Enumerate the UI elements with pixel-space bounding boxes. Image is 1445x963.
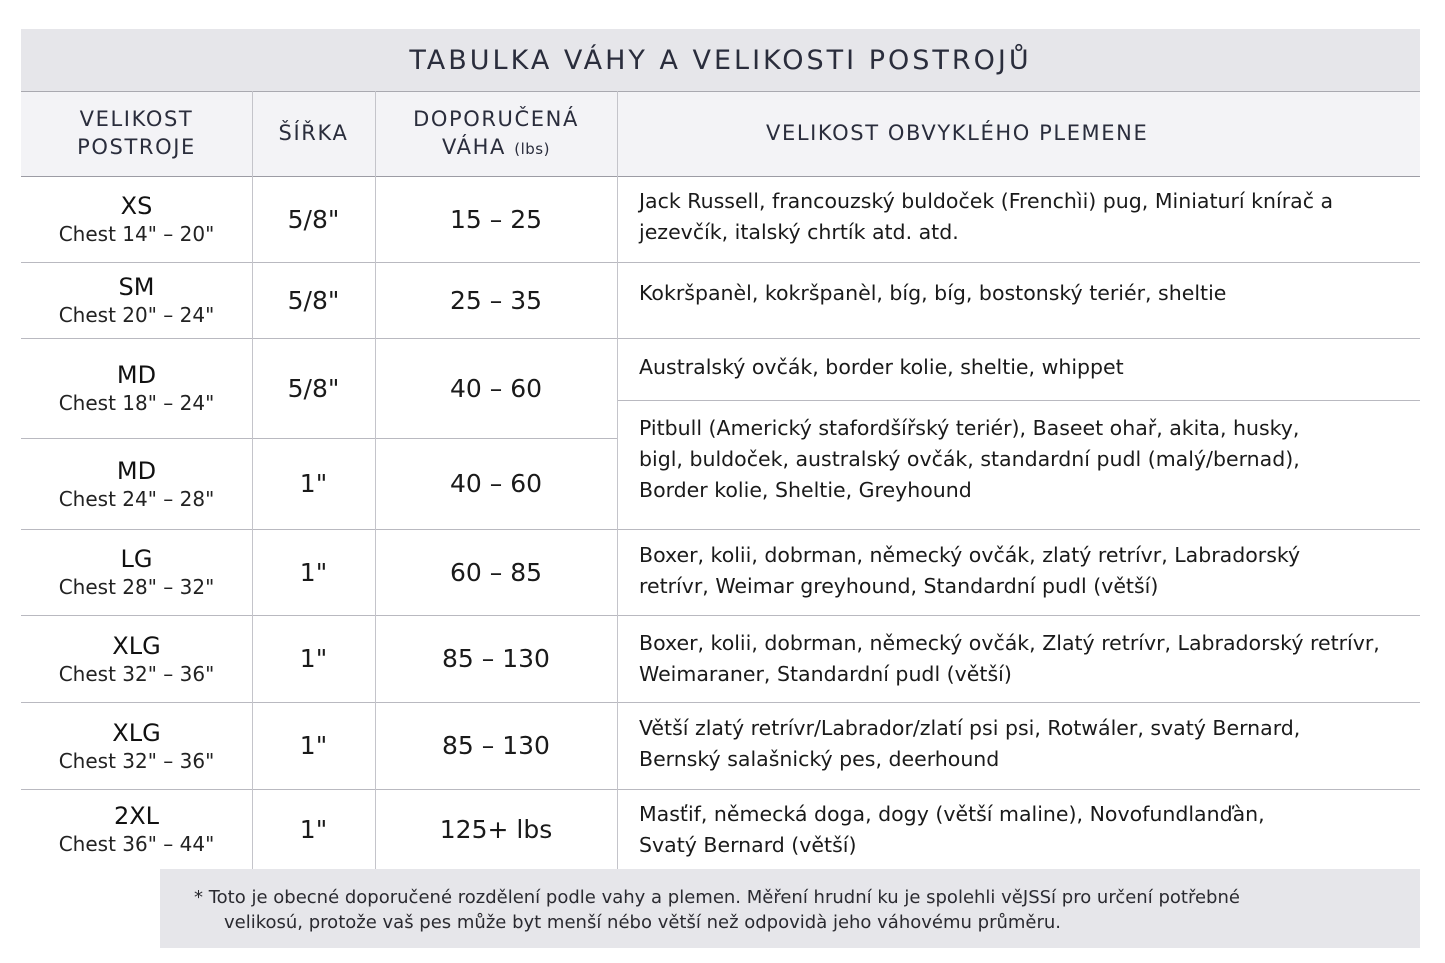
width-value: 5/8" [287, 204, 340, 234]
header-weight-line2: VÁHA [442, 134, 506, 159]
footnote [160, 869, 1420, 948]
chest-range: Chest 20" – 24" [58, 303, 215, 327]
header-weight-unit: (lbs) [514, 139, 550, 158]
chest-range: Chest 24" – 28" [58, 486, 215, 511]
footnote-line: velikosú, protože vaš pes může byt menší nébo větší než odpovidà jeho váhovému průměru. [224, 912, 1062, 934]
weight-range: 60 – 85 [449, 557, 543, 587]
breed-list [617, 176, 1420, 262]
breed-line: Svatý Bernard (větší) [639, 832, 857, 857]
header-size-line1: VELIKOST [79, 107, 194, 132]
chest-range: Chest 18" – 24" [58, 391, 215, 415]
weight-range: 125+ lbs [439, 814, 553, 844]
size-code: LG [120, 545, 153, 573]
size-code: 2XL [113, 802, 160, 830]
header-harness-size [21, 91, 252, 176]
width-value: 1" [299, 469, 328, 498]
breed-line: Kokršpanèl, kokršpanèl, bíg, bíg, bostonský teriér, sheltie [639, 281, 1227, 305]
header-breed-label: VELIKOST OBVYKLÉHO PLEMENE [766, 120, 1149, 145]
header-breed-size [617, 91, 1420, 176]
weight-range: 15 – 25 [449, 204, 543, 234]
weight-range: 85 – 130 [442, 644, 550, 673]
table-row-size [21, 615, 252, 702]
breed-list [617, 615, 1420, 702]
width-value: 1" [299, 644, 328, 673]
size-code: MD [116, 456, 157, 485]
breed-line: Větší zlatý retrívr/Labrador/zlatí psi psi, Rotwáler, svatý Bernard, [639, 716, 1301, 740]
breed-list [617, 529, 1420, 615]
breed-line: Weimaraner, Standardní pudl (větší) [639, 661, 1012, 686]
chart-title: TABULKA VÁHY A VELIKOSTI POSTROJŮ [21, 29, 1420, 91]
footnote-line: * Toto je obecné doporučené rozdělení podle vahy a plemen. Měření hrudní ku je spolehli věJSSí pro určení potřebné [194, 887, 1240, 908]
breed-list [617, 262, 1420, 338]
chest-range: Chest 28" – 32" [58, 575, 215, 599]
breed-line: Boxer, kolii, dobrman, německý ovčák, Zlatý retrívr, Labradorský retrívr, [639, 631, 1380, 655]
header-recommended-weight [375, 91, 617, 176]
size-code: XLG [112, 718, 161, 747]
chest-range: Chest 14" – 20" [58, 222, 215, 246]
weight-range: 25 – 35 [449, 285, 543, 315]
breed-line: Australský ovčák, border kolie, sheltie, whippet [639, 355, 1124, 379]
weight-range: 85 – 130 [442, 731, 550, 760]
weight-range: 40 – 60 [449, 469, 543, 498]
breed-line: jezevčík, italský chrtík atd. atd. [639, 219, 959, 244]
breed-list [617, 400, 1420, 529]
chest-range: Chest 36" – 44" [58, 832, 215, 856]
table-row-size [21, 529, 252, 615]
table-row-size [21, 702, 252, 789]
width-value: 1" [299, 557, 328, 587]
breed-line: retrívr, Weimar greyhound, Standardní pudl (větší) [639, 573, 1159, 598]
chest-range: Chest 32" – 36" [58, 661, 215, 686]
breed-line: Jack Russell, francouzský buldoček (Frenchìi) pug, Miniaturí knírač a [639, 189, 1334, 213]
size-code: XLG [112, 631, 161, 660]
header-weight-line1: DOPORUČENÁ [413, 107, 579, 132]
header-weight-line2-wrap [442, 134, 550, 161]
breed-list [617, 338, 1420, 400]
size-chart-table [21, 29, 1420, 869]
size-code: SM [118, 273, 155, 301]
size-code: XS [120, 192, 153, 220]
breed-list [617, 702, 1420, 789]
breed-line: Masťif, německá doga, dogy (větší maline), Novofundlanďàn, [639, 802, 1265, 826]
weight-range: 40 – 60 [449, 373, 543, 403]
breed-line: bigl, buldoček, australský ovčák, standardní pudl (malý/bernad), [639, 446, 1300, 471]
width-value: 1" [299, 814, 328, 844]
size-code: MD [116, 361, 157, 389]
breed-line: Bernský salašnický pes, deerhound [639, 746, 1000, 771]
breed-line: Pitbull (Americký stafordšířský teriér), Baseet ohař, akita, husky, [639, 416, 1300, 440]
table-row-size [21, 789, 252, 869]
table-row-size [21, 262, 252, 338]
chest-range: Chest 32" – 36" [58, 748, 215, 773]
table-row-size [21, 176, 252, 262]
breed-line: Boxer, kolii, dobrman, německý ovčák, zlatý retrívr, Labradorský [639, 543, 1301, 567]
width-value: 5/8" [287, 373, 340, 403]
breed-list [617, 789, 1420, 869]
header-width-label: ŠÍŘKA [278, 120, 349, 145]
table-row-size [21, 438, 252, 529]
header-width [252, 91, 375, 176]
breed-line: Border kolie, Sheltie, Greyhound [639, 477, 972, 502]
width-value: 5/8" [287, 285, 340, 315]
header-size-line2: POSTROJE [77, 134, 196, 159]
table-row-size [21, 338, 252, 438]
width-value: 1" [299, 731, 328, 760]
